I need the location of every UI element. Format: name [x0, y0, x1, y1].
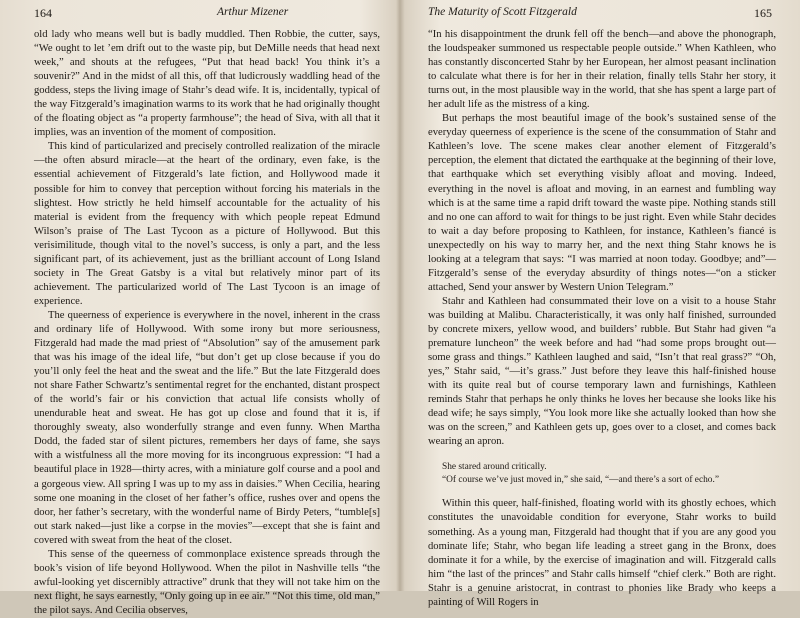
paragraph: Within this queer, half-finished, floating world with its ghostly echoes, which constitutes the unavoidable condition for everyone, Stahr works to build something. As a young man, Fitzgerald had thought that if you are any good you dominate life; Stahr, who began life leading a street gang in the Bronx, does dominate it for a while, by the exercise of imagination and will. Fitzgerald calls him “the last of the princes” and Stahr calls himself “chief clerk.” Both are right. Stahr is a genuine aristocrat, in contrast to phonies like Brady who keeps a painting of Will Rogers in: [428, 498, 776, 608]
page-number-right: 165: [754, 6, 772, 20]
paragraph: “In his disappointment the drunk fell off the bench—and above the phonograph, the loudspeaker summoned us respectable people outside.” When Kathleen, who has constantly disconcerted Stahr by her European, her almost peasant inclination to calculate what there is for her in their relation, finally tells Stahr her story, it turns out, in the most plausible way in the world, that she has spent a large part of her adult life as the mistress of a king.: [428, 29, 776, 111]
running-head-author: Arthur Mizener: [217, 6, 289, 18]
paragraph: This sense of the queerness of commonplace existence spreads through the book’s vision of life beyond Hollywood. When the pilot in Nashville tells “the awful-looking yet discernibly attractive” drunk that they will not take him on the next flight, he says earnestly, “Only going up in ee air.” “Not this time, old man,” the pilot says. And Cecilia observes,: [34, 548, 380, 616]
quote-line: “Of course we’ve just moved in,” she said, “—and there’s a sort of echo.”: [442, 475, 719, 486]
right-page-body: [428, 28, 776, 610]
paragraph: The queerness of experience is everywhere in the novel, inherent in the crass and ordinary life of Hollywood. With some irony but more seriousness, Fitzgerald had made the mad priest of “Absolution” say of the amusement park that was his image of the ideal life, “but don’t get up close because if you do you’ll only feel the heat and the sweat and the life.” But the late Fitzgerald does not share Father Schwartz’s sentimental regret for the enchanted, distant prospect of the world’s fair or his conviction that actual life consists wholly of unendurable heat and sweat. He has got up close and found that it is, if thoroughly sweaty, also wonderfully strange and even funny. When Martha Dodd, the faded star of silent pictures, remembers her days of fame, she says with a wistfulness all the more moving for its incongruous expression: “I had a beautiful place in 1928—thirty acres, with a miniature golf course and a pool and a gorgeous view. All spring I was up to my ass in daisies.” When Cecilia, hearing some one moaning in the closet of her father’s office, rushes over and opens the door, her father’s secretary, with the wonderful name of Birdy Peters, “tumble[s] out stark naked—just like a corpse in the movies”—except that she is faint and covered with sweat from the heat of the closet.: [34, 309, 380, 546]
paragraph: old lady who means well but is badly muddled. Then Robbie, the cutter, says, “We ought to let ’em drift out to the waste pip, but DeMille needs that head next week,” and shouts at the refugees, “Put that head back! You think it’s a souvenir?” And in the midst of all this, off that ludicrously waddling head of the goddess, steps the living image of Stahr’s dead wife. It is, incidentally, typical of the way Fitzgerald’s imagination warms to its work that he had originally thought of the floating object as “a property farmhouse”; the head of Siva, with all that it implies, was an invention of the moment of composition.: [34, 29, 380, 139]
running-head-title: The Maturity of Scott Fitzgerald: [428, 6, 577, 18]
paragraph: But perhaps the most beautiful image of the book’s sustained sense of the everyday queerness of experience is the scene of the consummation of Stahr and Kathleen’s love. The scene makes clear another element of Fitzgerald’s perception, the element that dictated the earthquake at the beginning of their love, that earthquake which set everything visibly afloat and moving. Indeed, everything in the novel is afloat and moving, in an earnest and fumbling way which is at the same time a rapid drift toward the waste pipe. Nothing stands still and no one can afford to wait for things to be just right. Even while Stahr decides to wait a day before proposing to Kathleen, for instance, Kathleen’s fiancé is unexpectedly on his way to marry her, and the next thing Stahr knows he is looking at a telegram that says: “I was married at noon today. Goodbye; and”—Fitzgerald’s sense of the everyday absurdity of things notes—“on a sticker attached, Send your answer by Western Union Telegram.”: [428, 113, 776, 293]
left-page: [0, 0, 400, 616]
left-page-body: [34, 28, 380, 618]
page-number-left: 164: [34, 6, 52, 20]
paragraph: This kind of particularized and precisely controlled realization of the miracle—the often absurd miracle—at the heart of the ordinary, even fake, is the essential achievement of Fitzgerald’s late fiction, and Hollywood made it possible for him to convey that perception without forcing his materials in the slightest. How strictly he held himself accountable for the actuality of his material is evident from the frequency with which people repeat Edmund Wilson’s praise of The Last Tycoon as a picture of Hollywood. But this verisimilitude, though vital to the novel’s success, is only a part, and the less significant part, of its achievement, just as the brilliant account of Long Island society in The Great Gatsby is a vital but relatively minor part of its achievement. The particularized world of The Last Tycoon is an image of experience.: [34, 141, 380, 307]
paragraph: Stahr and Kathleen had consummated their love on a visit to a house Stahr was building at Malibu. Characteristically, it was only half finished, surrounded by concrete mixers, yellow wood, and builders’ rubble. But Stahr had given “a premature luncheon” the week before and had “had some props brought out—some grass and things.” Kathleen laughed and said, “Isn’t that real grass?” “Oh, yes,” Stahr said, “—it’s grass.” Just before they leave this half-finished house with its quite real but of course temporary lawn and furnishings, Kathleen reminds Stahr that perhaps he only thinks he loves her because she looks like his dead wife; he says simply, “You look more like she actually looked than how she was on the screen,” and Kathleen gets up, goes over to a closet, and comes back wearing an apron.: [428, 295, 776, 448]
right-page: [400, 0, 800, 608]
block-quote: [428, 461, 776, 487]
quote-line: She stared around critically.: [442, 462, 547, 473]
